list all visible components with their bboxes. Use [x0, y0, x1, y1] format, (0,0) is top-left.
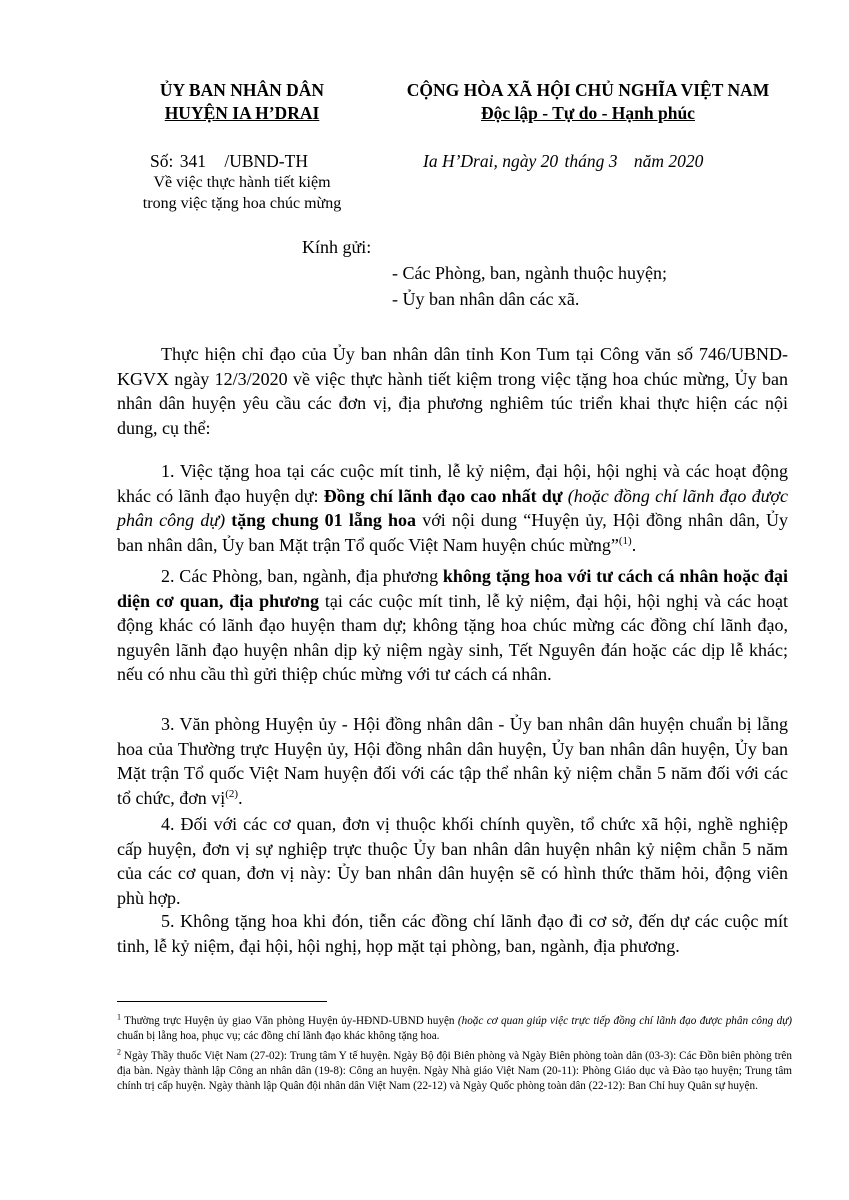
- paragraph-1-bold-b: tặng chung 01 lẵng hoa: [225, 510, 417, 530]
- date-month: 3: [608, 151, 618, 171]
- issuing-authority-line1: ỦY BAN NHÂN DÂN: [159, 80, 325, 100]
- national-title: CỘNG HÒA XÃ HỘI CHỦ NGHĨA VIỆT NAM: [406, 80, 770, 100]
- paragraph-3: [117, 712, 788, 810]
- footnote-separator: [117, 1001, 327, 1002]
- paragraph-2-text-b: tại các cuộc mít tinh, lễ kỷ niệm, đại hội, hội nghị và các hoạt động khác có lãnh đạo huyện tham dự; không tặng hoa chúc mừng các đồng chí lãnh đạo, nguyên lãnh đạo huyện nhân dịp kỷ niệm ngày sinh, Tết Nguyên đán hoặc các dịp lễ khác; nếu có nhu cầu thì gửi thiệp chúc mừng với tư cách cá nhân.: [117, 590, 789, 684]
- footnote-2-text: Ngày Thầy thuốc Việt Nam (27-02): Trung tâm Y tế huyện. Ngày Bộ đội Biên phòng và Ngày Biên phòng toàn dân (03-3): Các Đồn biên phòng trên địa bàn. Ngày thành lập Công an nhân dân (19-8): Công an huyện. Ngày Nhà giáo Việt Nam (20-11): Phòng Giáo dục và Đào tạo huyện; Trung tâm chính trị cấp huyện. Ngày thành lập Quân đội nhân dân Việt Nam (22-12) và Ngày Quốc phòng toàn dân (22-12): Ban Chỉ huy Quân sự huyện.: [117, 1050, 792, 1092]
- paragraph-2: [117, 564, 788, 687]
- issuing-authority: [108, 79, 376, 125]
- document-number-suffix: /UBND-TH: [224, 151, 308, 171]
- paragraph-1-bold-a: Đồng chí lãnh đạo cao nhất dự: [323, 485, 563, 506]
- footnote-ref-2[interactable]: (2): [225, 787, 239, 800]
- footnote-2: [117, 1049, 792, 1094]
- subject-line1: Về việc thực hành tiết kiệm: [153, 174, 331, 191]
- recipient-item-1: - Các Phòng, ban, ngành thuộc huyện;: [392, 263, 667, 283]
- date-month-label: tháng: [564, 151, 605, 171]
- footnote-2-number: 2: [117, 1047, 121, 1057]
- document-subject: [108, 172, 376, 214]
- footnote-1-text-b: chuẩn bị lẵng hoa, phục vụ; các đồng chí lãnh đạo khác không tặng hoa.: [117, 1030, 440, 1042]
- paragraph-3-end: .: [238, 787, 243, 808]
- paragraph-4: 4. Đối với các cơ quan, đơn vị thuộc khối chính quyền, tổ chức xã hội, nghề nghiệp cấp huyện, đơn vị sự nghiệp trực thuộc Ủy ban nhân dân huyện nhân kỷ niệm chẵn 5 năm của các cơ quan, đơn vị này: Ủy ban nhân dân huyện sẽ có hình thức thăm hỏi, động viên phù hợp.: [117, 814, 788, 908]
- intro-paragraph: Thực hiện chỉ đạo của Ủy ban nhân dân tỉnh Kon Tum tại Công văn số 746/UBND-KGVX ngày 12/3/2020 về việc thực hành tiết kiệm trong việc tặng hoa chúc mừng, Ủy ban nhân dân huyện yêu cầu các đơn vị, địa phương nghiêm túc triển khai thực hiện các nội dung, cụ thể:: [117, 344, 788, 438]
- footnote-1-italic: (hoặc cơ quan giúp việc trực tiếp đồng chí lãnh đạo được phân công dự): [457, 1015, 792, 1027]
- footnote-1-number: 1: [117, 1012, 121, 1022]
- issue-date: [423, 150, 703, 173]
- recipients-label: Kính gửi:: [302, 237, 372, 257]
- document-number: [150, 150, 308, 173]
- document-number-value: 341: [179, 151, 206, 171]
- date-place: Ia H’Drai, ngày: [423, 151, 537, 171]
- national-motto: [368, 102, 808, 125]
- date-year: năm 2020: [633, 151, 704, 171]
- paragraph-1-text-a: 1. Việc tặng hoa tại các cuộc mít tinh, lễ kỷ niệm, đại hội, hội nghị và các hoạt động khác có lãnh đạo huyện dự:: [117, 461, 788, 506]
- subject-line2: trong việc tặng hoa chúc mừng: [142, 195, 342, 212]
- footnote-1: [117, 1014, 792, 1044]
- date-day: 20: [540, 151, 559, 171]
- footnote-1-text-a: Thường trực Huyện ủy giao Văn phòng Huyện ủy-HĐND-UBND huyện: [121, 1015, 458, 1027]
- paragraph-1: [117, 459, 788, 557]
- document-number-prefix: Số:: [150, 151, 174, 171]
- national-motto-text: Độc lập - Tự do - Hạnh phúc: [481, 103, 695, 123]
- recipient-item-2: - Ủy ban nhân dân các xã.: [392, 289, 580, 309]
- paragraph-2-bold: không tặng hoa với tư cách cá nhân hoặc đại diện cơ quan, địa phương: [117, 566, 788, 611]
- paragraph-5: 5. Không tặng hoa khi đón, tiễn các đồng chí lãnh đạo đi cơ sở, đến dự các cuộc mít tinh, lễ kỷ niệm, đại hội, hội nghị, họp mặt tại phòng, ban, ngành, địa phương.: [117, 911, 788, 956]
- paragraph-2-text-a: 2. Các Phòng, ban, ngành, địa phương: [161, 566, 443, 586]
- issuing-authority-name: HUYỆN IA H’DRAI: [164, 103, 320, 123]
- issuing-authority-line2: [108, 102, 376, 125]
- paragraph-1-text-b: với nội dung “Huyện ủy, Hội đồng nhân dân, Ủy ban nhân dân, Ủy ban Mặt trận Tổ quốc Việt Nam huyện chúc mừng”: [117, 510, 788, 555]
- footnote-ref-1[interactable]: (1): [618, 534, 632, 547]
- paragraph-1-end: .: [631, 534, 637, 555]
- national-heading: [368, 79, 808, 125]
- paragraph-1-italic: (hoặc đồng chí lãnh đạo được phân công dự): [117, 485, 788, 530]
- paragraph-3-text: 3. Văn phòng Huyện ủy - Hội đồng nhân dân - Ủy ban nhân dân huyện chuẩn bị lẵng hoa của Thường trực Huyện ủy, Hội đồng nhân dân huyện, Ủy ban nhân dân huyện, Ủy ban Mặt trận Tổ quốc Việt Nam huyện đối với các tập thể nhân kỷ niệm chẵn 5 năm đối với các tổ chức, đơn vị: [117, 714, 788, 808]
